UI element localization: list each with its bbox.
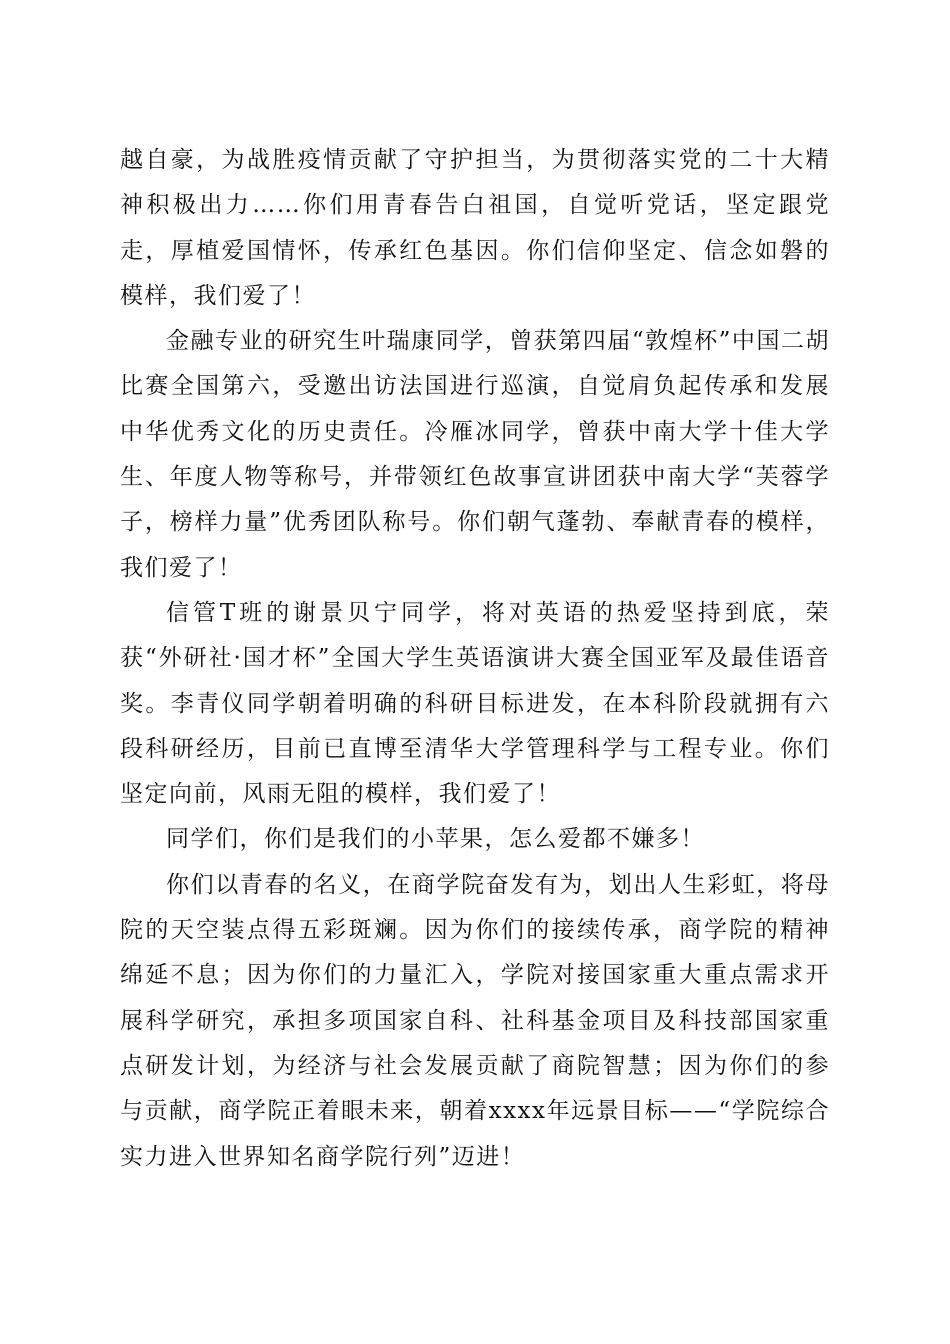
paragraph-ye-ruikang: 金融专业的研究生叶瑞康同学，曾获第四届“敦煌杯”中国二胡比赛全国第六，受邀出访法国进行巡演，自觉肩负起传承和发展中华优秀文化的历史责任。冷雁冰同学，曾获中南大学十佳大学生、年度人物等称号，并带领红色故事宣讲团获中南大学“芙蓉学子，榜样力量”优秀团队称号。你们朝气蓬勃、奉献青春的模样，我们爱了！	[120, 328, 830, 581]
paragraph-little-apple: 同学们，你们是我们的小苹果，怎么爱都不嫌多！	[166, 826, 705, 853]
paragraph-xie-jingbeining: 信管T班的谢景贝宁同学，将对英语的热爱坚持到底，荣获“外研社·国才杯”全国大学生英语演讲大赛全国亚军及最佳语音奖。李青仪同学朝着明确的科研目标进发，在本科阶段就拥有六段科研经历，目前已直博至清华大学管理科学与工程专业。你们坚定向前，风雨无阻的模样，我们爱了！	[120, 599, 830, 808]
paragraph-youth-name: 你们以青春的名义，在商学院奋发有为，划出人生彩虹，将母院的天空装点得五彩斑斓。因为你们的接续传承，商学院的精神绵延不息；因为你们的力量汇入，学院对接国家重大重点需求开展科学研究，承担多项国家自科、社科基金项目及科技部国家重点研发计划，为经济与社会发展贡献了商院智慧；因为你们的参与贡献，商学院正着眼未来，朝着xxxx年远景目标——“学院综合实力进入世界知名商学院行列”迈进！	[120, 871, 830, 1170]
paragraph-continuation: 越自豪，为战胜疫情贡献了守护担当，为贯彻落实党的二十大精神积极出力……你们用青春告白祖国，自觉听党话，坚定跟党走，厚植爱国情怀，传承红色基因。你们信仰坚定、信念如磐的模样，我们爱了！	[120, 147, 830, 309]
body-text	[120, 138, 830, 1180]
